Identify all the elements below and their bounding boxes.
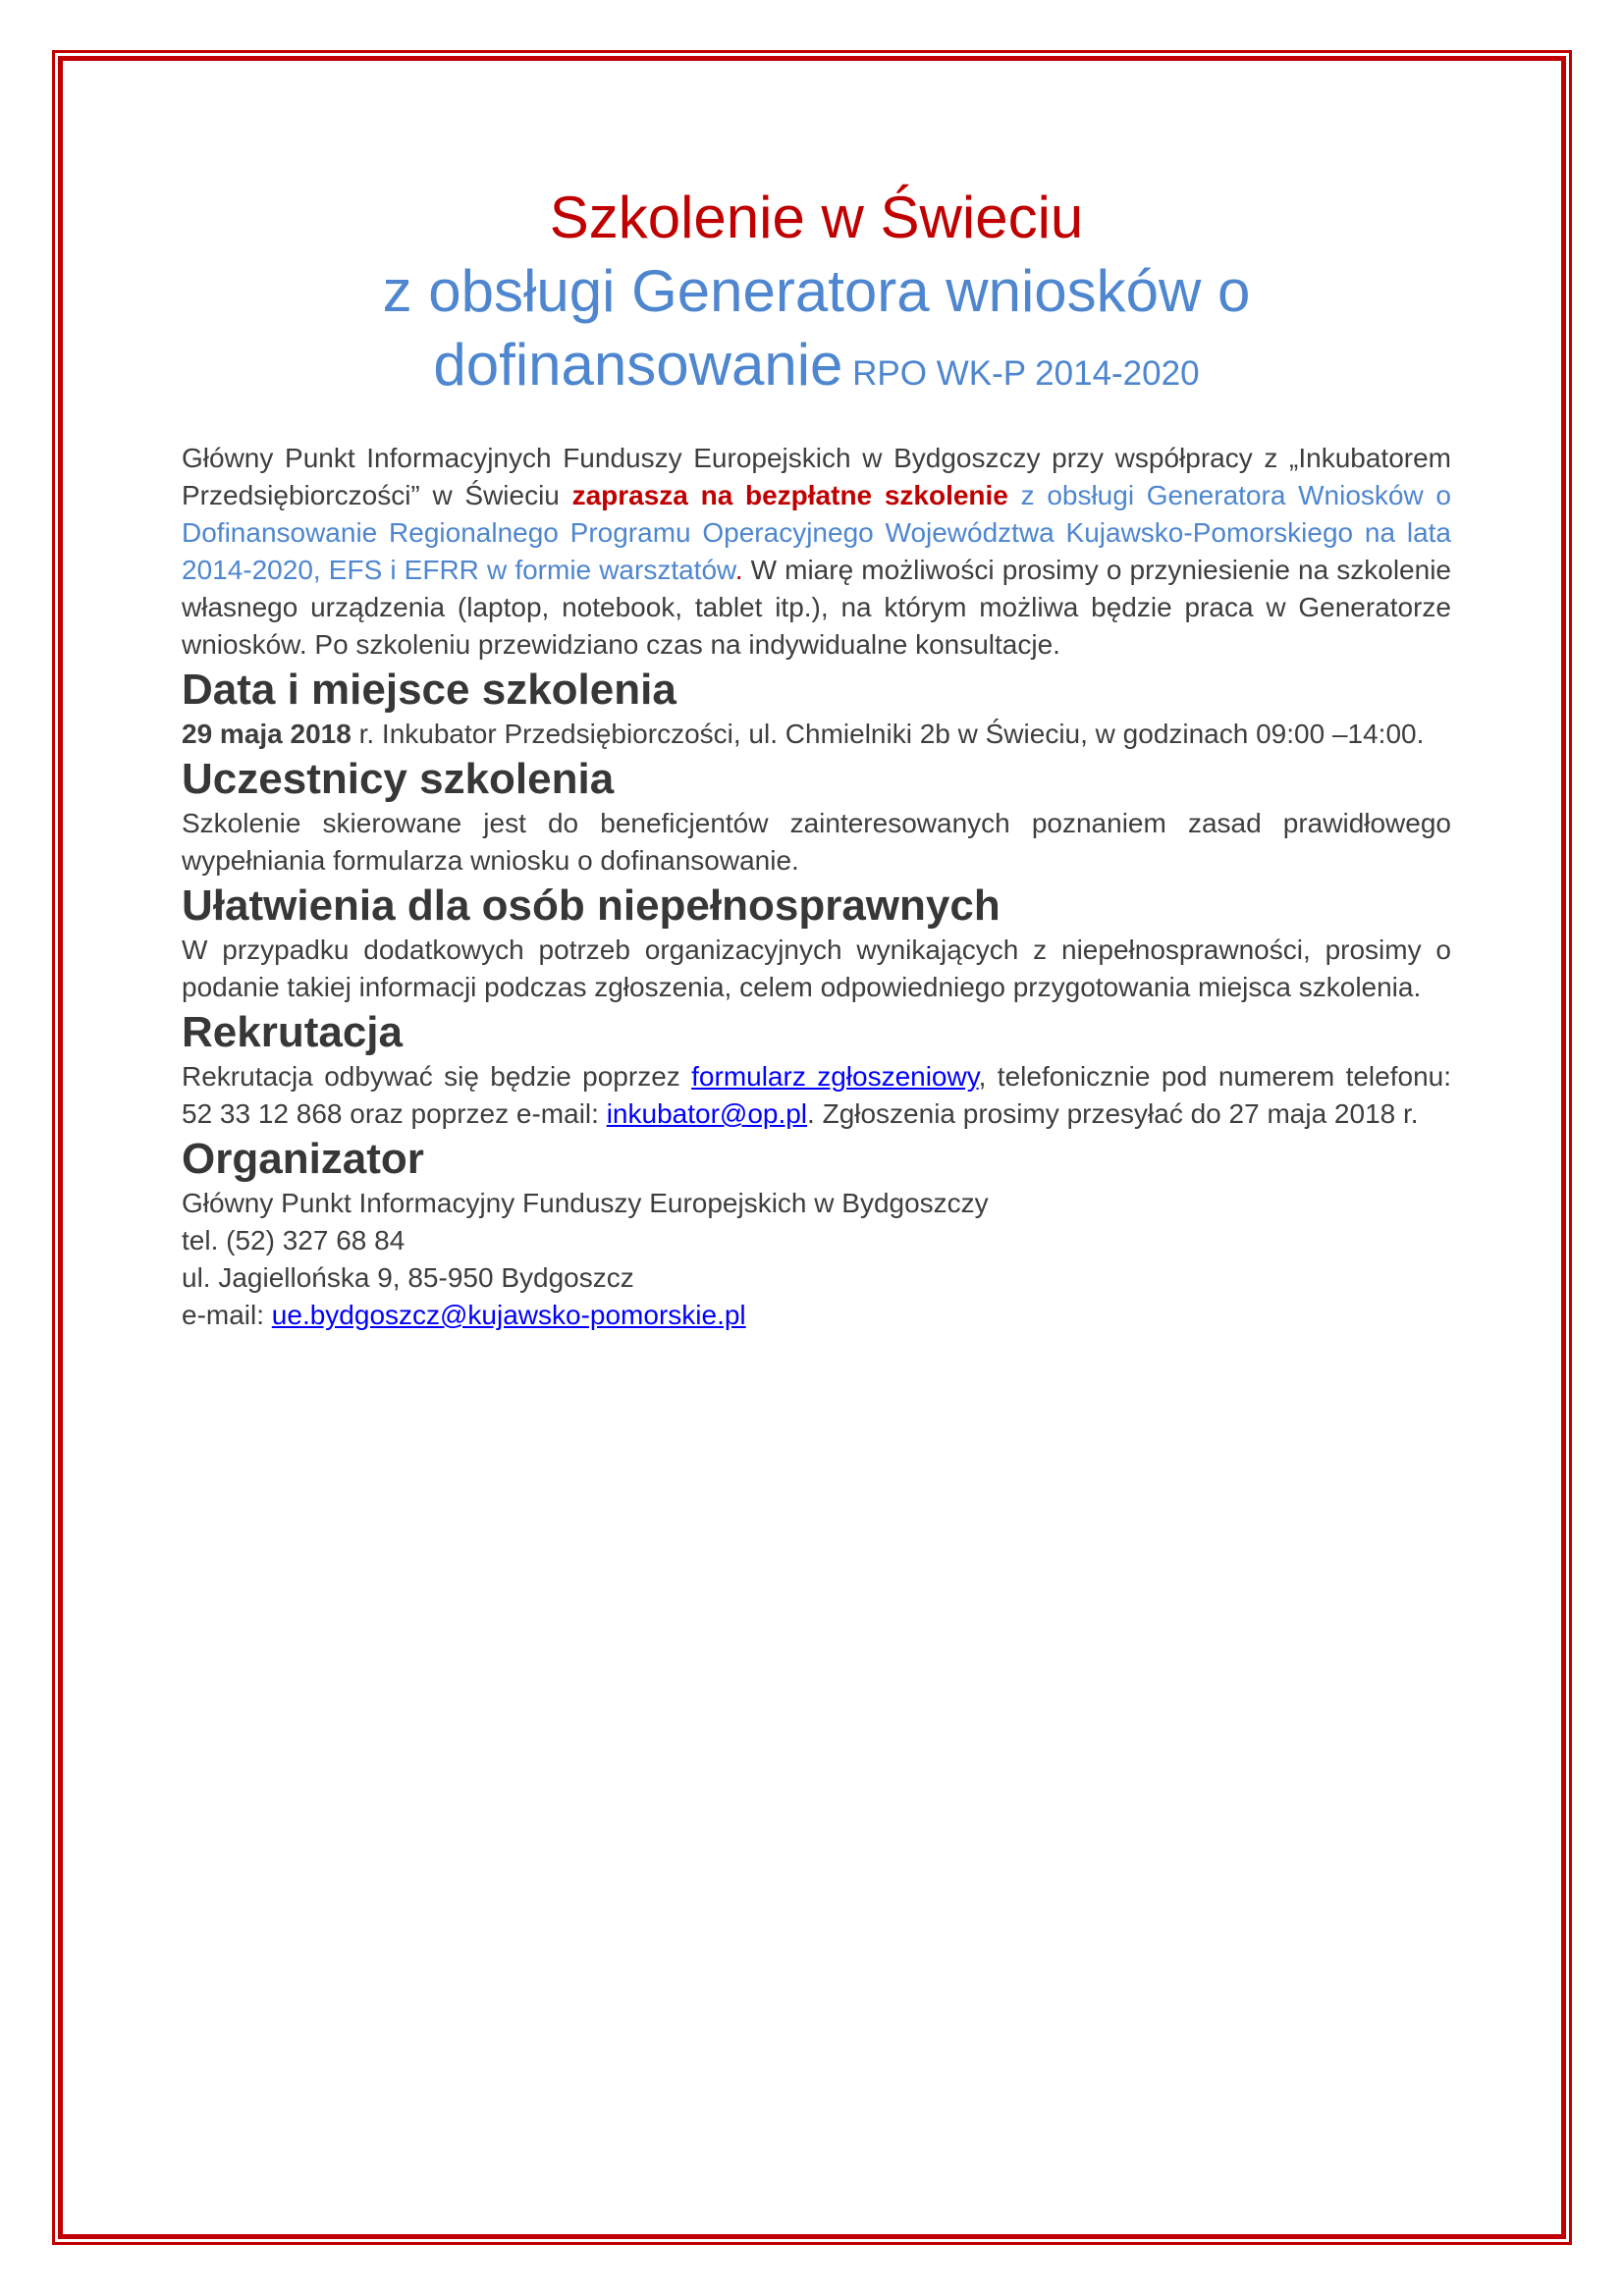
intro-paragraph xyxy=(182,440,1451,664)
organizer-address-line: ul. Jagiellońska 9, 85-950 Bydgoszcz xyxy=(182,1262,634,1293)
organizer-email-label: e-mail: xyxy=(182,1300,272,1330)
participants-paragraph: Szkolenie skierowane jest do beneficjentów zainteresowanych poznaniem zasad prawidłowego wypełniania formularza wniosku o dofinansowanie. xyxy=(182,808,1451,876)
organizer-name-line: Główny Punkt Informacyjny Funduszy Europejskich w Bydgoszczy xyxy=(182,1188,989,1218)
intro-blue-text: z obsługi Generatora Wniosków o Dofinansowanie Regionalnego Programu Operacyjnego Województwa Kujawsko-Pomorskiego na lata 2014-2020, EFS i EFRR w formie warsztatów xyxy=(182,480,1451,585)
recruitment-text-2: , telefonicznie pod numerem telefonu: 52 33 12 868 oraz poprzez e-mail: xyxy=(182,1061,1451,1129)
title-line-1: Szkolenie w Świeciu xyxy=(549,185,1084,250)
title-line-3: dofinansowanie xyxy=(433,332,843,398)
recruitment-text-1: Rekrutacja odbywać się będzie poprzez xyxy=(182,1061,692,1092)
section-heading-accessibility: Ułatwienia dla osób niepełnosprawnych xyxy=(182,881,1001,930)
organizer-email-link[interactable]: ue.bydgoszcz@kujawsko-pomorskie.pl xyxy=(271,1300,746,1330)
recruitment-text-3: . Zgłoszenia prosimy przesyłać do 27 maja 2018 r. xyxy=(807,1098,1419,1129)
section-heading-participants: Uczestnicy szkolenia xyxy=(182,755,615,803)
page-border-frame-inner xyxy=(58,56,1566,2239)
intro-red-period: . xyxy=(734,555,743,585)
organizer-email-line xyxy=(182,1297,1451,1334)
accessibility-paragraph: W przypadku dodatkowych potrzeb organizacyjnych wynikających z niepełnosprawności, prosimy o podanie takiej informacji podczas zgłoszenia, celem odpowiedniego przygotowania miejsca szkolenia. xyxy=(182,934,1451,1002)
section-heading-recruitment: Rekrutacja xyxy=(182,1008,404,1056)
inkubator-email-link[interactable]: inkubator@op.pl xyxy=(606,1098,808,1129)
document-title xyxy=(182,181,1451,410)
date-text: r. Inkubator Przedsiębiorczości, ul. Chmielniki 2b w Świeciu, w godzinach 09:00 –14:00. xyxy=(351,719,1425,749)
page-border-frame xyxy=(52,50,1572,2245)
date-bold: 29 maja 2018 xyxy=(182,719,352,749)
date-paragraph xyxy=(182,716,1451,753)
organizer-phone-line: tel. (52) 327 68 84 xyxy=(182,1225,406,1255)
intro-text-1: Główny Punkt Informacyjnych Funduszy Europejskich w Bydgoszczy przy współpracy z „Inkubatorem Przedsiębiorczości” w Świeciu xyxy=(182,443,1451,510)
registration-form-link[interactable]: formularz zgłoszeniowy xyxy=(691,1061,979,1092)
intro-red-bold-text: zaprasza na bezpłatne szkolenie xyxy=(571,480,1008,510)
section-heading-date: Data i miejsce szkolenia xyxy=(182,666,676,714)
recruitment-paragraph xyxy=(182,1058,1451,1133)
title-subtitle: RPO WK-P 2014-2020 xyxy=(842,354,1200,393)
section-heading-organizer: Organizator xyxy=(182,1135,424,1183)
title-line-2: z obsługi Generatora wniosków o xyxy=(382,258,1251,324)
intro-text-2: W miarę możliwości prosimy o przyniesienie na szkolenie własnego urządzenia (laptop, notebook, tablet itp.), na którym możliwa będzie praca w Generatorze wniosków. Po szkoleniu przewidziano czas na indywidualne konsultacje. xyxy=(182,555,1451,660)
